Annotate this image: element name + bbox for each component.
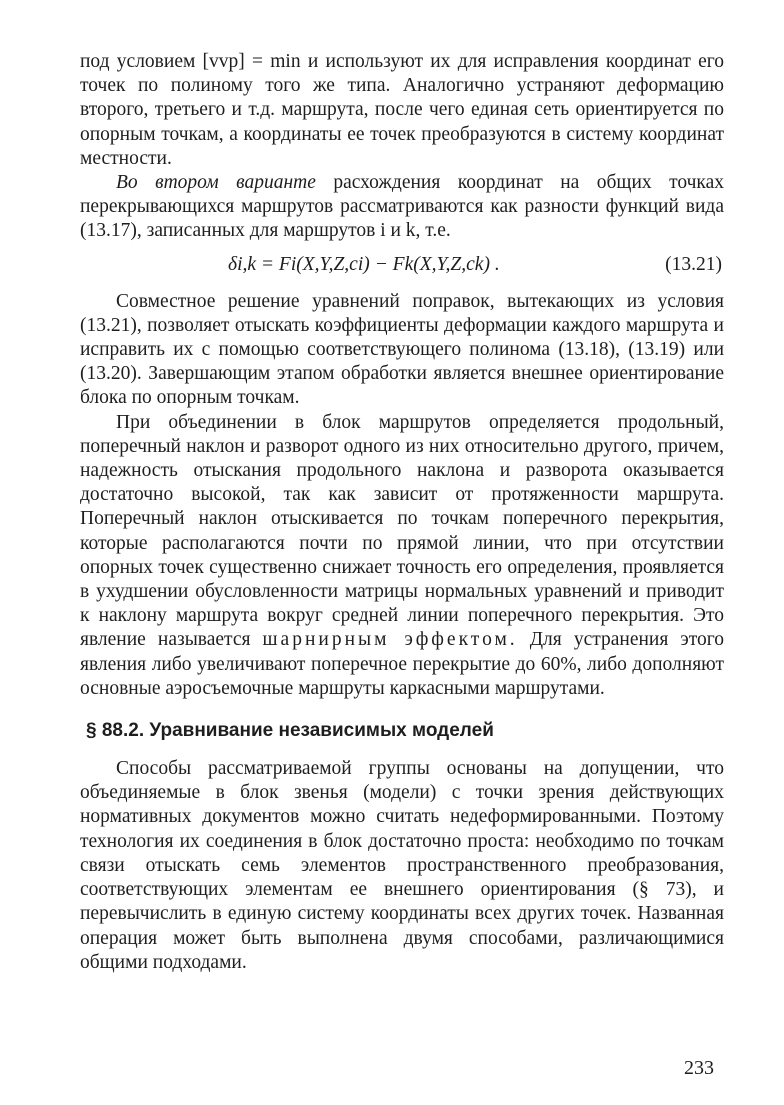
paragraph-5: Способы рассматриваемой группы основаны на допущении, что объединяемые в блок звенья (модели) с точки зрения действующих нормативных документов можно считать недеформированными. Поэтому технология их соединения в блок достаточно проста: необходимо по точкам связи отыскать семь элементов пространственного преобразования, соответствующих элементам ее внешнего ориентирования (§ 73), и перевычислить в единую систему координаты всех других точек. Названная операция может быть выполнена двумя способами, различающимися общими подходами. — [80, 758, 724, 973]
section-heading: § 88.2. Уравнивание независимых моделей — [86, 720, 494, 742]
formula-expression: δi,k = Fi(X,Y,Z,ci) − Fk(X,Y,Z,ck) . — [228, 253, 500, 275]
inline-spaced-hinge-effect: шарнирным эффектом. — [262, 629, 518, 651]
paragraph-4-tail: Для устранения этого явления либо увеличивают поперечное перекрытие до 60%, либо дополняют основные аэросъемочные маршруты каркасными маршрутами. — [80, 629, 725, 699]
paragraph-3: Совместное решение уравнений поправок, вытекающих из условия (13.21), позволяет отыскать коэффициенты деформации каждого маршрута и исправить их с помощью соответствующего полинома (13.18), (13.19) или (13.20). Завершающим этапом обработки является внешнее ориентирование блока по опорным точкам. — [80, 290, 724, 409]
formula-number: (13.21) — [665, 253, 722, 275]
formula-13-21 — [80, 248, 724, 282]
paragraph-4 — [80, 411, 724, 701]
paragraph-1: под условием [vvp] = min и используют их для исправления координат его точек по полиному того же типа. Аналогично устраняют деформацию второго, третьего и т.д. маршрута, после чего единая сеть ориентируется по опорным точкам, а координаты ее точек преобразуются в систему координат местности. — [80, 51, 724, 169]
inline-italic-second-variant: Во втором варианте — [116, 172, 316, 194]
page-body — [80, 50, 724, 975]
paragraph-2-text: расхождения координат на общих точках перекрывающихся маршрутов рассматриваются как разности функций вида (13.17), записанных для маршрутов i и k, т.е. — [80, 172, 725, 242]
paragraph-2 — [80, 171, 724, 244]
page-number: 233 — [684, 1057, 714, 1079]
paragraph-4-text: При объединении в блок маршрутов определяется продольный, поперечный наклон и разворот одного из них относительно другого, причем, надежность отыскания продольного наклона и разворота оказывается достаточно высокой, так как зависит от протяженности маршрута. Поперечный наклон отыскивается по точкам поперечного перекрытия, которые располагаются почти по прямой линии, что при отсутствии опорных точек существенно снижает точность его определения, проявляется в ухудшении обусловленности матрицы нормальных уравнений и приводит к наклону маршрута вокруг средней линии поперечного перекрытия. Это явление называется — [80, 411, 724, 651]
